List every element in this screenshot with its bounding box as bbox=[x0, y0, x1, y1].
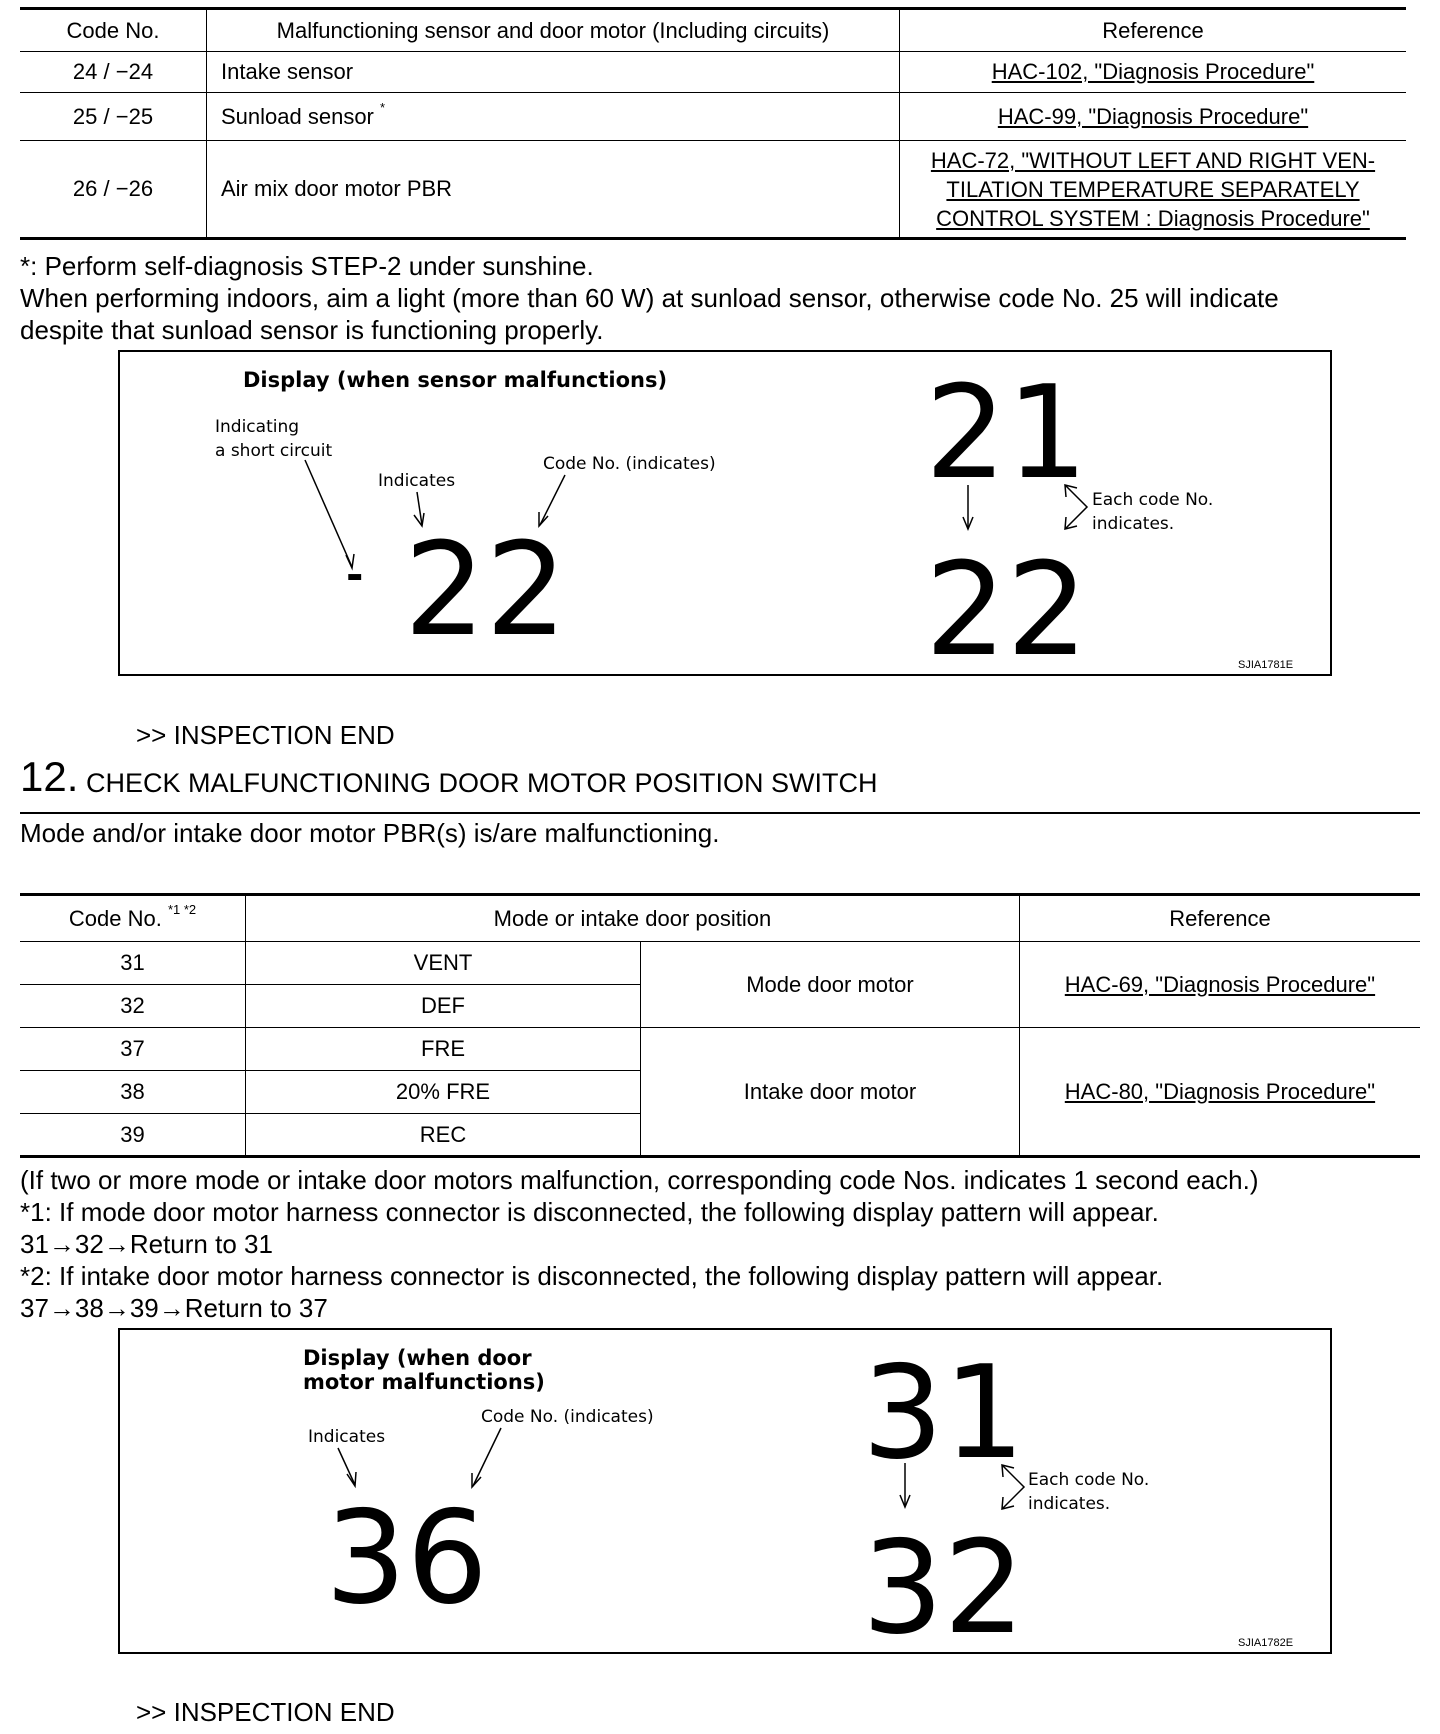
table-row bbox=[20, 942, 1420, 985]
table-row bbox=[20, 141, 1406, 239]
pointer-line bbox=[338, 1448, 355, 1485]
position-cell: REC bbox=[246, 1114, 641, 1157]
item-cell bbox=[207, 93, 900, 141]
reference-link[interactable]: CONTROL SYSTEM : Diagnosis Procedure" bbox=[936, 205, 1370, 231]
footnote-marks: *1 *2 bbox=[167, 901, 197, 917]
note-sunshine: *: Perform self-diagnosis STEP-2 under sunshine. bbox=[20, 251, 594, 281]
sequence-code-top: 31 bbox=[862, 1339, 1025, 1488]
pointer-line bbox=[473, 1428, 501, 1486]
code-cell: 38 bbox=[20, 1071, 246, 1114]
figure-title-2: motor malfunctions) bbox=[303, 1370, 545, 1394]
motor-cell: Mode door motor bbox=[641, 942, 1020, 1028]
col-header-code-text: Code No. bbox=[68, 905, 162, 931]
sensor-code-table bbox=[20, 7, 1406, 240]
code-cell: 25 / −25 bbox=[20, 93, 207, 141]
col-header-reference: Reference bbox=[900, 9, 1407, 52]
inspection-end-1: >> INSPECTION END bbox=[136, 720, 395, 750]
label-each-code-1: Each code No. bbox=[1092, 490, 1214, 510]
label-short-circuit-1: Indicating bbox=[215, 417, 300, 437]
figure-sensor-display bbox=[118, 350, 1332, 676]
label-each-code-2: indicates. bbox=[1092, 514, 1175, 534]
step-number: 12. bbox=[20, 753, 79, 800]
code-cell: 31 bbox=[20, 942, 246, 985]
reference-link[interactable]: HAC-99, "Diagnosis Procedure" bbox=[997, 103, 1309, 129]
step-heading bbox=[20, 752, 1420, 814]
code-cell: 32 bbox=[20, 985, 246, 1028]
minus-sign: - bbox=[346, 550, 364, 599]
note-indoors-cont: despite that sunload sensor is functioning properly. bbox=[20, 315, 604, 345]
reference-link[interactable]: HAC-102, "Diagnosis Procedure" bbox=[991, 59, 1315, 84]
label-code-no: Code No. (indicates) bbox=[543, 454, 716, 474]
table-row bbox=[20, 93, 1406, 141]
col-header-item: Malfunctioning sensor and door motor (Including circuits) bbox=[207, 9, 900, 52]
note-multiple: (If two or more mode or intake door motors malfunction, corresponding code Nos. indicates 1 second each.) bbox=[20, 1165, 1259, 1195]
label-code-no: Code No. (indicates) bbox=[481, 1407, 654, 1427]
sequence-code-bottom: 22 bbox=[925, 536, 1088, 678]
display-code: 36 bbox=[325, 1484, 488, 1633]
position-cell: DEF bbox=[246, 985, 641, 1028]
note-indoors: When performing indoors, aim a light (more than 60 W) at sunload sensor, otherwise code No. 25 will indicate bbox=[20, 283, 1279, 313]
reference-cell bbox=[1019, 942, 1420, 1028]
reference-cell bbox=[900, 52, 1407, 93]
col-header-code bbox=[20, 895, 246, 942]
motor-cell: Intake door motor bbox=[641, 1028, 1020, 1157]
step-text: Mode and/or intake door motor PBR(s) is/are malfunctioning. bbox=[20, 818, 720, 848]
figure-door-motor-display bbox=[118, 1328, 1332, 1654]
code-cell: 39 bbox=[20, 1114, 246, 1157]
position-cell: VENT bbox=[246, 942, 641, 985]
reference-link[interactable]: TILATION TEMPERATURE SEPARATELY bbox=[946, 176, 1360, 202]
figure-title: Display (when sensor malfunctions) bbox=[243, 368, 668, 392]
col-header-position: Mode or intake door position bbox=[246, 895, 1020, 942]
note-mode-pattern: 31→32→Return to 31 bbox=[20, 1229, 273, 1259]
figure-sensor-drawing bbox=[120, 352, 1334, 678]
label-short-circuit-2: a short circuit bbox=[215, 441, 333, 461]
step-title: CHECK MALFUNCTIONING DOOR MOTOR POSITION SWITCH bbox=[86, 768, 878, 798]
col-header-code: Code No. bbox=[20, 9, 207, 52]
note-mode-disconnect: *1: If mode door motor harness connector is disconnected, the following display pattern will appear. bbox=[20, 1197, 1159, 1227]
door-motor-code-table bbox=[20, 893, 1420, 1158]
code-cell: 37 bbox=[20, 1028, 246, 1071]
reference-link[interactable]: HAC-69, "Diagnosis Procedure" bbox=[1064, 971, 1376, 997]
sequence-code-bottom: 32 bbox=[862, 1514, 1025, 1656]
item-text: Sunload sensor bbox=[221, 103, 374, 129]
reference-link[interactable]: HAC-72, "WITHOUT LEFT AND RIGHT VEN- bbox=[930, 147, 1376, 173]
note-intake-disconnect: *2: If intake door motor harness connector is disconnected, the following display pattern will appear. bbox=[20, 1261, 1164, 1291]
display-code: 22 bbox=[404, 516, 567, 665]
figure-id: SJIA1782E bbox=[1238, 1637, 1294, 1649]
label-indicates: Indicates bbox=[308, 1427, 386, 1447]
figure-door-motor-drawing bbox=[120, 1330, 1334, 1656]
item-cell: Intake sensor bbox=[207, 52, 900, 93]
table-header-row bbox=[20, 895, 1420, 942]
sequence-code-top: 21 bbox=[925, 359, 1088, 508]
item-cell: Air mix door motor PBR bbox=[207, 141, 900, 239]
reference-cell bbox=[900, 141, 1407, 239]
code-cell: 26 / −26 bbox=[20, 141, 207, 239]
footnote-mark: * bbox=[380, 99, 386, 115]
reference-cell bbox=[1019, 1028, 1420, 1157]
note-intake-pattern: 37→38→39→Return to 37 bbox=[20, 1293, 328, 1323]
position-cell: 20% FRE bbox=[246, 1071, 641, 1114]
reference-cell bbox=[900, 93, 1407, 141]
reference-link[interactable]: HAC-80, "Diagnosis Procedure" bbox=[1064, 1078, 1376, 1104]
col-header-reference: Reference bbox=[1019, 895, 1420, 942]
label-each-code-2: indicates. bbox=[1028, 1494, 1111, 1514]
table-row bbox=[20, 52, 1406, 93]
figure-title-1: Display (when door bbox=[303, 1346, 532, 1370]
pointer-line bbox=[305, 460, 352, 567]
label-each-code-1: Each code No. bbox=[1028, 1470, 1150, 1490]
code-cell: 24 / −24 bbox=[20, 52, 207, 93]
table-row bbox=[20, 1028, 1420, 1071]
figure-id: SJIA1781E bbox=[1238, 659, 1294, 671]
position-cell: FRE bbox=[246, 1028, 641, 1071]
table-header-row bbox=[20, 9, 1406, 52]
inspection-end-2: >> INSPECTION END bbox=[136, 1697, 395, 1727]
label-indicates: Indicates bbox=[378, 471, 456, 491]
